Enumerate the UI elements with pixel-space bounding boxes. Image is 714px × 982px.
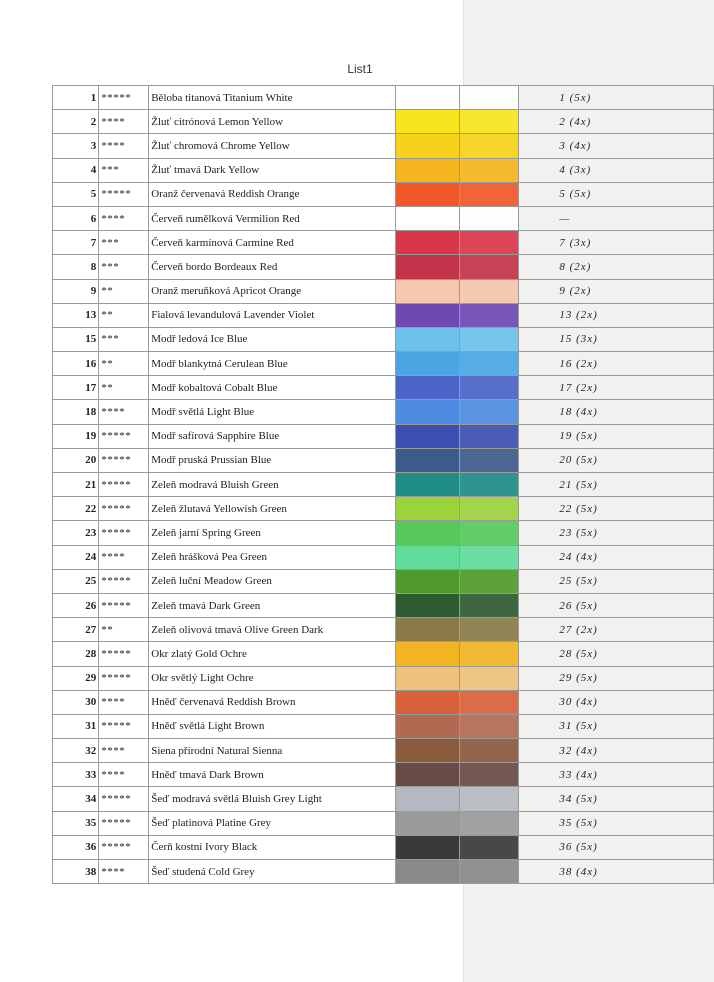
table-row [53, 424, 714, 448]
color-swatch [396, 449, 459, 472]
handwritten-note: 31 (5x) [519, 714, 714, 738]
swatch-right-cell [459, 86, 519, 110]
swatch-left-cell [396, 327, 460, 351]
swatch-left-cell [396, 303, 460, 327]
table-row [53, 86, 714, 110]
color-name: Oranž červenavá Reddish Orange [149, 182, 396, 206]
swatch-right-cell [459, 279, 519, 303]
color-number: 20 [53, 448, 99, 472]
color-swatch [396, 425, 459, 448]
color-swatch [396, 207, 459, 230]
swatch-right-cell [459, 763, 519, 787]
rating-stars: ** [99, 352, 149, 376]
swatch-left-cell [396, 835, 460, 859]
table-row [53, 569, 714, 593]
color-swatch [396, 642, 459, 665]
rating-stars: ** [99, 279, 149, 303]
swatch-right-cell [459, 811, 519, 835]
color-swatch [396, 280, 459, 303]
swatch-right-cell [459, 787, 519, 811]
color-number: 1 [53, 86, 99, 110]
table-row [53, 521, 714, 545]
color-name: Oranž meruňková Apricot Orange [149, 279, 396, 303]
swatch-left-cell [396, 110, 460, 134]
swatch-left-cell [396, 448, 460, 472]
color-number: 2 [53, 110, 99, 134]
swatch-left-cell [396, 593, 460, 617]
swatch-left-cell [396, 642, 460, 666]
color-name: Modř blankytná Cerulean Blue [149, 352, 396, 376]
rating-stars: ***** [99, 835, 149, 859]
table-row [53, 593, 714, 617]
color-number: 28 [53, 642, 99, 666]
color-number: 30 [53, 690, 99, 714]
table-row [53, 497, 714, 521]
color-swatch-sample [460, 376, 519, 399]
handwritten-note: 21 (5x) [519, 473, 714, 497]
rating-stars: **** [99, 400, 149, 424]
swatch-right-cell [459, 690, 519, 714]
color-swatch-sample [460, 280, 519, 303]
color-swatch-sample [460, 159, 519, 182]
handwritten-note: 8 (2x) [519, 255, 714, 279]
color-swatch [396, 812, 459, 835]
table-row [53, 376, 714, 400]
color-number: 9 [53, 279, 99, 303]
color-name: Zeleň luční Meadow Green [149, 569, 396, 593]
swatch-right-cell [459, 376, 519, 400]
color-swatch [396, 787, 459, 810]
color-swatch-sample [460, 207, 519, 230]
swatch-right-cell [459, 860, 519, 884]
swatch-left-cell [396, 714, 460, 738]
swatch-left-cell [396, 231, 460, 255]
swatch-right-cell [459, 473, 519, 497]
rating-stars: ***** [99, 811, 149, 835]
color-swatch-sample [460, 304, 519, 327]
color-name: Červeň karmínová Carmine Red [149, 231, 396, 255]
color-name: Modř pruská Prussian Blue [149, 448, 396, 472]
swatch-right-cell [459, 739, 519, 763]
swatch-left-cell [396, 497, 460, 521]
color-swatch-sample [460, 546, 519, 569]
handwritten-note: 5 (5x) [519, 182, 714, 206]
color-swatch-sample [460, 400, 519, 423]
color-swatch-sample [460, 183, 519, 206]
rating-stars: **** [99, 763, 149, 787]
swatch-right-cell [459, 231, 519, 255]
table-row [53, 835, 714, 859]
color-name: Modř kobaltová Cobalt Blue [149, 376, 396, 400]
rating-stars: *** [99, 255, 149, 279]
handwritten-note: 25 (5x) [519, 569, 714, 593]
color-name: Zeleň modravá Bluish Green [149, 473, 396, 497]
swatch-left-cell [396, 424, 460, 448]
color-number: 15 [53, 327, 99, 351]
color-name: Zeleň jarní Spring Green [149, 521, 396, 545]
table-row [53, 787, 714, 811]
color-number: 22 [53, 497, 99, 521]
table-row [53, 255, 714, 279]
color-swatch [396, 183, 459, 206]
color-swatch [396, 570, 459, 593]
swatch-left-cell [396, 352, 460, 376]
swatch-right-cell [459, 545, 519, 569]
swatch-right-cell [459, 255, 519, 279]
swatch-right-cell [459, 497, 519, 521]
swatch-left-cell [396, 666, 460, 690]
swatch-right-cell [459, 303, 519, 327]
color-name: Žluť tmavá Dark Yellow [149, 158, 396, 182]
color-table [52, 85, 714, 884]
handwritten-note: 4 (3x) [519, 158, 714, 182]
rating-stars: ***** [99, 569, 149, 593]
rating-stars: **** [99, 690, 149, 714]
table-row [53, 400, 714, 424]
handwritten-note: 28 (5x) [519, 642, 714, 666]
color-swatch [396, 255, 459, 278]
rating-stars: ***** [99, 714, 149, 738]
color-swatch [396, 763, 459, 786]
color-swatch [396, 328, 459, 351]
color-swatch-sample [460, 352, 519, 375]
rating-stars: **** [99, 134, 149, 158]
rating-stars: *** [99, 231, 149, 255]
swatch-right-cell [459, 714, 519, 738]
table-row [53, 206, 714, 230]
swatch-left-cell [396, 860, 460, 884]
rating-stars: **** [99, 545, 149, 569]
color-swatch [396, 497, 459, 520]
color-swatch-sample [460, 425, 519, 448]
handwritten-note: 13 (2x) [519, 303, 714, 327]
color-number: 4 [53, 158, 99, 182]
sheet-title: List1 [347, 62, 373, 76]
swatch-left-cell [396, 86, 460, 110]
color-name: Hněď tmavá Dark Brown [149, 763, 396, 787]
color-swatch [396, 546, 459, 569]
table-row [53, 303, 714, 327]
color-number: 8 [53, 255, 99, 279]
color-swatch-sample [460, 715, 519, 738]
handwritten-note: 23 (5x) [519, 521, 714, 545]
color-name: Zeleň hrášková Pea Green [149, 545, 396, 569]
handwritten-note: 29 (5x) [519, 666, 714, 690]
rating-stars: ** [99, 303, 149, 327]
swatch-right-cell [459, 569, 519, 593]
swatch-right-cell [459, 110, 519, 134]
color-number: 26 [53, 593, 99, 617]
swatch-left-cell [396, 739, 460, 763]
table-row [53, 448, 714, 472]
table-row [53, 182, 714, 206]
table-row [53, 110, 714, 134]
swatch-right-cell [459, 593, 519, 617]
color-number: 5 [53, 182, 99, 206]
color-number: 17 [53, 376, 99, 400]
swatch-left-cell [396, 376, 460, 400]
swatch-left-cell [396, 473, 460, 497]
handwritten-note: 30 (4x) [519, 690, 714, 714]
table-row [53, 811, 714, 835]
color-swatch-sample [460, 449, 519, 472]
swatch-left-cell [396, 182, 460, 206]
color-swatch-sample [460, 521, 519, 544]
color-swatch [396, 473, 459, 496]
table-row [53, 714, 714, 738]
swatch-left-cell [396, 400, 460, 424]
color-name: Fialová levandulová Lavender Violet [149, 303, 396, 327]
swatch-right-cell [459, 424, 519, 448]
color-name: Běloba titanová Titanium White [149, 86, 396, 110]
table-row [53, 231, 714, 255]
rating-stars: ** [99, 376, 149, 400]
swatch-right-cell [459, 666, 519, 690]
rating-stars: ***** [99, 593, 149, 617]
color-swatch-sample [460, 787, 519, 810]
color-name: Žluť citrónová Lemon Yellow [149, 110, 396, 134]
handwritten-note: 26 (5x) [519, 593, 714, 617]
swatch-left-cell [396, 255, 460, 279]
handwritten-note: 18 (4x) [519, 400, 714, 424]
color-swatch [396, 521, 459, 544]
color-name: Zeleň tmavá Dark Green [149, 593, 396, 617]
table-row [53, 642, 714, 666]
color-name: Hněď červenavá Reddish Brown [149, 690, 396, 714]
color-swatch [396, 691, 459, 714]
swatch-left-cell [396, 690, 460, 714]
color-swatch-sample [460, 328, 519, 351]
swatch-right-cell [459, 448, 519, 472]
rating-stars: **** [99, 860, 149, 884]
handwritten-note: 16 (2x) [519, 352, 714, 376]
color-swatch-sample [460, 570, 519, 593]
handwritten-note: 15 (3x) [519, 327, 714, 351]
color-swatch-sample [460, 691, 519, 714]
swatch-right-cell [459, 642, 519, 666]
color-swatch [396, 739, 459, 762]
color-swatch [396, 618, 459, 641]
color-swatch [396, 86, 459, 109]
color-number: 32 [53, 739, 99, 763]
color-name: Modř světlá Light Blue [149, 400, 396, 424]
swatch-left-cell [396, 545, 460, 569]
color-number: 13 [53, 303, 99, 327]
rating-stars: ***** [99, 424, 149, 448]
rating-stars: ***** [99, 521, 149, 545]
handwritten-note: 34 (5x) [519, 787, 714, 811]
swatch-right-cell [459, 206, 519, 230]
table-row [53, 618, 714, 642]
color-name: Modř ledová Ice Blue [149, 327, 396, 351]
color-name: Zeleň žlutavá Yellowish Green [149, 497, 396, 521]
table-row [53, 134, 714, 158]
swatch-left-cell [396, 206, 460, 230]
rating-stars: ***** [99, 473, 149, 497]
color-swatch-sample [460, 473, 519, 496]
color-swatch [396, 836, 459, 859]
handwritten-note: 32 (4x) [519, 739, 714, 763]
rating-stars: ***** [99, 642, 149, 666]
swatch-left-cell [396, 521, 460, 545]
color-swatch [396, 110, 459, 133]
table-row [53, 690, 714, 714]
rating-stars: ***** [99, 182, 149, 206]
table-row [53, 158, 714, 182]
swatch-left-cell [396, 811, 460, 835]
handwritten-note: 2 (4x) [519, 110, 714, 134]
swatch-right-cell [459, 134, 519, 158]
color-number: 23 [53, 521, 99, 545]
color-number: 34 [53, 787, 99, 811]
color-swatch-sample [460, 812, 519, 835]
color-name: Okr zlatý Gold Ochre [149, 642, 396, 666]
color-number: 36 [53, 835, 99, 859]
handwritten-note: 17 (2x) [519, 376, 714, 400]
handwritten-note: 20 (5x) [519, 448, 714, 472]
color-swatch [396, 860, 459, 883]
color-number: 27 [53, 618, 99, 642]
color-number: 6 [53, 206, 99, 230]
color-swatch-sample [460, 594, 519, 617]
rating-stars: ***** [99, 86, 149, 110]
swatch-right-cell [459, 352, 519, 376]
handwritten-note: — [519, 206, 714, 230]
swatch-left-cell [396, 787, 460, 811]
color-name: Červeň bordo Bordeaux Red [149, 255, 396, 279]
color-number: 3 [53, 134, 99, 158]
color-name: Hněď světlá Light Brown [149, 714, 396, 738]
handwritten-note: 9 (2x) [519, 279, 714, 303]
swatch-right-cell [459, 400, 519, 424]
color-name: Červeň rumělková Vermilion Red [149, 206, 396, 230]
color-name: Šeď platinová Platine Grey [149, 811, 396, 835]
color-swatch [396, 304, 459, 327]
color-number: 25 [53, 569, 99, 593]
table-row [53, 763, 714, 787]
color-swatch-sample [460, 667, 519, 690]
color-swatch-sample [460, 134, 519, 157]
handwritten-note: 35 (5x) [519, 811, 714, 835]
handwritten-note: 7 (3x) [519, 231, 714, 255]
color-name: Okr světlý Light Ochre [149, 666, 396, 690]
rating-stars: ***** [99, 666, 149, 690]
table-row [53, 327, 714, 351]
rating-stars: **** [99, 110, 149, 134]
handwritten-note: 36 (5x) [519, 835, 714, 859]
swatch-left-cell [396, 763, 460, 787]
color-swatch-sample [460, 231, 519, 254]
swatch-left-cell [396, 279, 460, 303]
color-swatch-sample [460, 255, 519, 278]
swatch-left-cell [396, 618, 460, 642]
color-swatch-sample [460, 642, 519, 665]
color-name: Modř safírová Sapphire Blue [149, 424, 396, 448]
color-swatch-sample [460, 860, 519, 883]
color-swatch-sample [460, 110, 519, 133]
color-swatch [396, 134, 459, 157]
table-row [53, 666, 714, 690]
color-swatch [396, 376, 459, 399]
color-swatch [396, 231, 459, 254]
handwritten-note: 27 (2x) [519, 618, 714, 642]
color-name: Zeleň olivová tmavá Olive Green Dark [149, 618, 396, 642]
rating-stars: *** [99, 327, 149, 351]
color-name: Čerň kostní Ivory Black [149, 835, 396, 859]
color-swatch [396, 594, 459, 617]
color-swatch-sample [460, 497, 519, 520]
color-swatch [396, 667, 459, 690]
swatch-right-cell [459, 327, 519, 351]
color-swatch [396, 159, 459, 182]
color-name: Siena přírodní Natural Sienna [149, 739, 396, 763]
color-swatch [396, 352, 459, 375]
rating-stars: ***** [99, 448, 149, 472]
handwritten-note: 19 (5x) [519, 424, 714, 448]
table-row [53, 473, 714, 497]
color-number: 7 [53, 231, 99, 255]
rating-stars: **** [99, 739, 149, 763]
handwritten-note: 24 (4x) [519, 545, 714, 569]
color-name: Šeď modravá světlá Bluish Grey Light [149, 787, 396, 811]
handwritten-note: 38 (4x) [519, 860, 714, 884]
swatch-right-cell [459, 182, 519, 206]
color-number: 19 [53, 424, 99, 448]
rating-stars: ***** [99, 787, 149, 811]
color-swatch [396, 400, 459, 423]
swatch-right-cell [459, 618, 519, 642]
rating-stars: **** [99, 206, 149, 230]
color-swatch-sample [460, 739, 519, 762]
handwritten-note: 22 (5x) [519, 497, 714, 521]
color-number: 16 [53, 352, 99, 376]
color-number: 31 [53, 714, 99, 738]
table-row [53, 545, 714, 569]
rating-stars: ***** [99, 497, 149, 521]
color-name: Žluť chromová Chrome Yellow [149, 134, 396, 158]
rating-stars: ** [99, 618, 149, 642]
handwritten-note: 3 (4x) [519, 134, 714, 158]
swatch-right-cell [459, 158, 519, 182]
swatch-right-cell [459, 521, 519, 545]
color-swatch [396, 715, 459, 738]
rating-stars: *** [99, 158, 149, 182]
color-number: 35 [53, 811, 99, 835]
color-number: 38 [53, 860, 99, 884]
color-swatch-sample [460, 763, 519, 786]
color-swatch-sample [460, 618, 519, 641]
color-number: 33 [53, 763, 99, 787]
color-number: 29 [53, 666, 99, 690]
color-number: 24 [53, 545, 99, 569]
swatch-left-cell [396, 569, 460, 593]
table-row [53, 279, 714, 303]
color-number: 21 [53, 473, 99, 497]
color-name: Šeď studená Cold Grey [149, 860, 396, 884]
swatch-right-cell [459, 835, 519, 859]
swatch-left-cell [396, 134, 460, 158]
color-swatch-sample [460, 836, 519, 859]
color-swatch-sample [460, 86, 519, 109]
table-row [53, 352, 714, 376]
color-number: 18 [53, 400, 99, 424]
handwritten-note: 33 (4x) [519, 763, 714, 787]
handwritten-note: 1 (5x) [519, 86, 714, 110]
swatch-left-cell [396, 158, 460, 182]
table-row [53, 860, 714, 884]
table-row [53, 739, 714, 763]
